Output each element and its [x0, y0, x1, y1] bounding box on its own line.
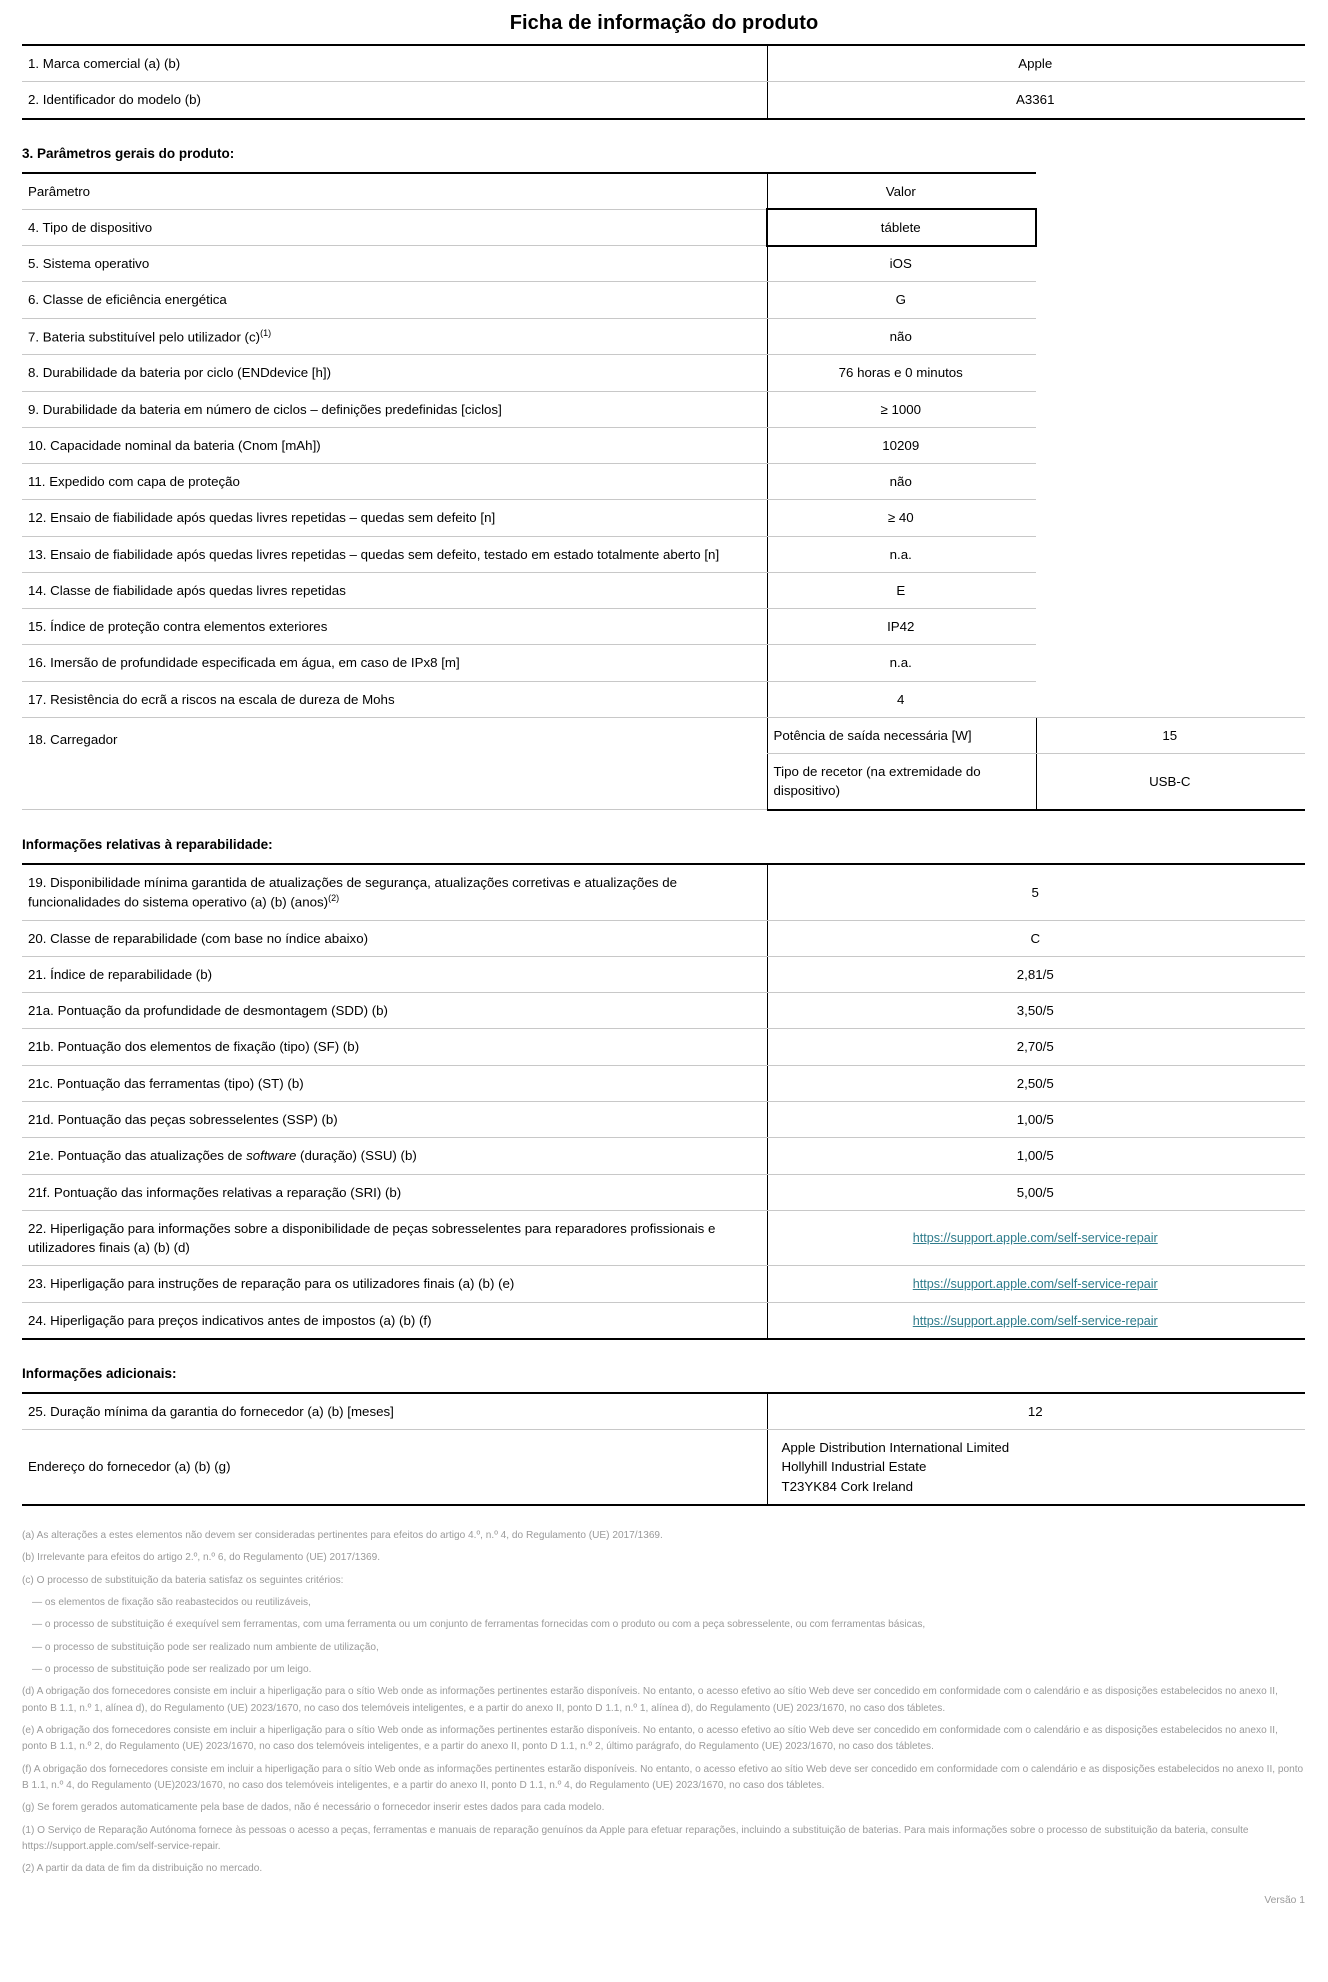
address-line: T23YK84 Cork Ireland — [781, 1478, 914, 1494]
table-row — [22, 45, 1305, 82]
table-row — [22, 920, 1305, 956]
additional-information-heading: Informações adicionais: — [22, 1365, 177, 1381]
row-value: iOS — [767, 246, 1036, 282]
footnote-b: (b) Irrelevante para efeitos do artigo 2.º, n.º 6, do Regulamento (UE) 2017/1369. — [22, 1552, 381, 1564]
row-label: 21c. Pontuação das ferramentas (tipo) (ST) (b) — [22, 1065, 767, 1101]
repair-instructions-link[interactable]: https://support.apple.com/self-service-repair — [912, 1277, 1158, 1292]
table-row-charger — [22, 717, 1305, 753]
row-value: 2,70/5 — [767, 1029, 1305, 1065]
table-row — [22, 500, 1305, 536]
row-value: 1,00/5 — [767, 1138, 1305, 1174]
table-row — [22, 427, 1305, 463]
row-label: 4. Tipo de dispositivo — [22, 209, 767, 245]
footnote-c-item: — o processo de substituição pode ser realizado por um leigo. — [32, 1664, 312, 1675]
row-label-pre: 21e. Pontuação das atualizações de — [28, 1148, 247, 1164]
footnote-1: (1) O Serviço de Reparação Autónoma fornece às pessoas o acesso a peças, ferramentas e manuais de reparação genuínos da Apple para efetuar reparações, incluindo a substituição de baterias. Para mais informações sobre o processo de substituição da bateria, consulte https://support.apple.com/self-service-repair. — [22, 1824, 1249, 1853]
table-row — [22, 1302, 1305, 1339]
table-row — [22, 536, 1305, 572]
row-value — [767, 1302, 1305, 1339]
row-label: 24. Hiperligação para preços indicativos antes de impostos (a) (b) (f) — [22, 1302, 767, 1339]
warranty-value: 12 — [767, 1393, 1305, 1430]
table-header-row — [22, 173, 1305, 210]
footnote-c: (c) O processo de substituição da bateria satisfaz os seguintes critérios: — [22, 1574, 344, 1586]
table-row — [22, 464, 1305, 500]
footnote-e: (e) A obrigação dos fornecedores consiste em incluir a hiperligação para o sítio Web onde as informações pertinentes estarão disponíveis. No entanto, o acesso efetivo ao sítio Web deve ser concedido em conformidade com o calendário e as disposições estabelecidos no anexo II, ponto B 1.1, n.º 2, do Regulamento (UE) 2023/1670, no caso dos telemóveis inteligentes, e a partir do anexo II, ponto D 1.1, n.º 2, último parágrafo, do Regulamento (UE) 2023/1670, no caso dos tábletes. — [22, 1725, 1278, 1753]
row-label: 6. Classe de eficiência energética — [22, 282, 767, 318]
row-label — [22, 318, 767, 355]
footnote-d: (d) A obrigação dos fornecedores consiste em incluir a hiperligação para o sítio Web onde as informações pertinentes estarão disponíveis. No entanto, o acesso efetivo ao sítio Web deve ser concedido em conformidade com o calendário e as disposições estabelecidos no anexo II, ponto B 1.1, n.º 1, alínea d), do Regulamento (UE) 2023/1670, no caso dos telemóveis inteligentes, e a partir do anexo II, ponto D 1.1, n.º 1, alínea d), do Regulamento (UE) 2023/1670, no caso dos tábletes. — [22, 1686, 1278, 1714]
column-header-parameter: Parâmetro — [22, 173, 767, 210]
warranty-label: 25. Duração mínima da garantia do fornecedor (a) (b) [meses] — [22, 1393, 767, 1430]
additional-information-table — [22, 1392, 1305, 1506]
charger-sub-value: 15 — [1036, 717, 1305, 753]
charger-sub-value: USB-C — [1036, 754, 1305, 810]
supplier-address-value — [767, 1430, 1305, 1505]
footnote-f: (f) A obrigação dos fornecedores consiste em incluir a hiperligação para o sítio Web onde as informações pertinentes estarão disponíveis. No entanto, o acesso efetivo ao sítio Web deve ser concedido em conformidade com o calendário e as disposições estabelecidos no anexo II, ponto B 1.1, n.º 4, do Regulamento (UE)2023/1670, no caso dos telemóveis inteligentes, e a partir do anexo II, ponto D 1.1, n.º 4, do Regulamento (UE) 2023/1670, no caso dos tábletes. — [22, 1763, 1304, 1792]
general-parameters-body — [22, 173, 1305, 810]
row-value: n.a. — [767, 645, 1036, 681]
table-row — [22, 864, 1305, 920]
row-value: 5 — [767, 864, 1305, 920]
additional-information-body — [22, 1393, 1305, 1505]
row-label: 17. Resistência do ecrã a riscos na escala de dureza de Mohs — [22, 681, 767, 717]
version-label: Versão 1 — [1264, 1894, 1305, 1906]
table-row — [22, 209, 1305, 245]
table-row — [22, 993, 1305, 1029]
row-label: 22. Hiperligação para informações sobre a disponibilidade de peças sobresselentes para reparadores profissionais e utilizadores finais (a) (b) (d) — [22, 1210, 767, 1266]
row-label: 5. Sistema operativo — [22, 246, 767, 282]
table-row — [22, 645, 1305, 681]
footnote-marker: (2) — [328, 893, 340, 903]
footnote-c-item: — o processo de substituição é exequível sem ferramentas, com uma ferramenta ou um conjunto de ferramentas fornecidas com o produto ou com a peça sobresselente, ou com ferramentas básicas, — [32, 1619, 926, 1631]
identification-table — [22, 44, 1305, 120]
row-value: G — [767, 282, 1036, 318]
repairability-table — [22, 863, 1305, 1340]
row-value: ≥ 40 — [767, 500, 1036, 536]
general-parameters-table — [22, 172, 1305, 811]
table-row — [22, 681, 1305, 717]
row-label: 1. Marca comercial (a) (b) — [22, 45, 767, 82]
row-value: n.a. — [767, 536, 1036, 572]
footnote-g: (g) Se forem gerados automaticamente pela base de dados, não é necessário o fornecedor inserir estes dados para cada modelo. — [22, 1802, 605, 1814]
table-row — [22, 1210, 1305, 1266]
row-label: 21a. Pontuação da profundidade de desmontagem (SDD) (b) — [22, 993, 767, 1029]
row-label: 21f. Pontuação das informações relativas a reparação (SRI) (b) — [22, 1174, 767, 1210]
row-value: 4 — [767, 681, 1036, 717]
table-row — [22, 318, 1305, 355]
supplier-address-label: Endereço do fornecedor (a) (b) (g) — [22, 1430, 767, 1505]
row-label-post: (duração) (SSU) (b) — [296, 1148, 417, 1164]
row-value: 5,00/5 — [767, 1174, 1305, 1210]
row-value: 2,81/5 — [767, 956, 1305, 992]
row-value — [767, 1266, 1305, 1302]
footnote-a: (a) As alterações a estes elementos não devem ser consideradas pertinentes para efeitos do artigo 4.º, n.º 4, do Regulamento (UE) 2017/1369. — [22, 1529, 663, 1541]
table-row — [22, 956, 1305, 992]
row-value: não — [767, 318, 1036, 355]
repairability-heading: Informações relativas à reparabilidade: — [22, 836, 273, 852]
spare-parts-link[interactable]: https://support.apple.com/self-service-repair — [912, 1231, 1158, 1246]
row-value: E — [767, 572, 1036, 608]
footnote-c-item: — o processo de substituição pode ser realizado num ambiente de utilização, — [32, 1641, 379, 1653]
table-row — [22, 1174, 1305, 1210]
row-label-text: 19. Disponibilidade mínima garantida de atualizações de segurança, atualizações corretivas e atualizações de funcionalidades do sistema operativo (a) (b) (anos) — [28, 874, 677, 910]
row-value — [767, 1210, 1305, 1266]
row-label: 16. Imersão de profundidade especificada em água, em caso de IPx8 [m] — [22, 645, 767, 681]
table-row — [22, 282, 1305, 318]
row-label: 14. Classe de fiabilidade após quedas livres repetidas — [22, 572, 767, 608]
row-label — [22, 1138, 767, 1174]
footnote-c-item: — os elementos de fixação são reabastecidos ou reutilizáveis, — [32, 1596, 311, 1608]
address-line: Apple Distribution International Limited — [781, 1440, 1010, 1456]
row-label: 21d. Pontuação das peças sobresselentes (SSP) (b) — [22, 1102, 767, 1138]
charger-sub-label: Tipo de recetor (na extremidade do dispositivo) — [767, 754, 1036, 810]
row-label: 11. Expedido com capa de proteção — [22, 464, 767, 500]
row-value: A3361 — [767, 82, 1305, 119]
table-row — [22, 82, 1305, 119]
table-row — [22, 1029, 1305, 1065]
row-value: 10209 — [767, 427, 1036, 463]
table-row — [22, 609, 1305, 645]
row-label: 20. Classe de reparabilidade (com base no índice abaixo) — [22, 920, 767, 956]
row-label: 2. Identificador do modelo (b) — [22, 82, 767, 119]
charger-sub-label: Potência de saída necessária [W] — [767, 717, 1036, 753]
table-row — [22, 572, 1305, 608]
row-label: 8. Durabilidade da bateria por ciclo (ENDdevice [h]) — [22, 355, 767, 391]
row-label: 12. Ensaio de fiabilidade após quedas livres repetidas – quedas sem defeito [n] — [22, 500, 767, 536]
row-label: 9. Durabilidade da bateria em número de ciclos – definições predefinidas [ciclos] — [22, 391, 767, 427]
column-header-value: Valor — [767, 173, 1036, 210]
footnote-2: (2) A partir da data de fim da distribuição no mercado. — [22, 1863, 263, 1875]
table-row — [22, 1065, 1305, 1101]
table-row — [22, 391, 1305, 427]
indicative-prices-link[interactable]: https://support.apple.com/self-service-repair — [912, 1313, 1158, 1328]
table-row — [22, 246, 1305, 282]
row-value: Apple — [767, 45, 1305, 82]
row-value: ≥ 1000 — [767, 391, 1036, 427]
row-value: 3,50/5 — [767, 993, 1305, 1029]
row-label-text: 7. Bateria substituível pelo utilizador (c) — [28, 329, 261, 345]
table-row — [22, 1138, 1305, 1174]
row-label: 15. Índice de proteção contra elementos exteriores — [22, 609, 767, 645]
row-label — [22, 864, 767, 920]
row-label: 21. Índice de reparabilidade (b) — [22, 956, 767, 992]
table-row — [22, 1266, 1305, 1302]
row-label: 23. Hiperligação para instruções de reparação para os utilizadores finais (a) (b) (e) — [22, 1266, 767, 1302]
footnote-marker: (1) — [260, 327, 272, 338]
table-row — [22, 1393, 1305, 1430]
row-value: 1,00/5 — [767, 1102, 1305, 1138]
charger-label: 18. Carregador — [22, 717, 767, 809]
page-title: Ficha de informação do produto — [509, 12, 819, 34]
row-label: 10. Capacidade nominal da bateria (Cnom [mAh]) — [22, 427, 767, 463]
table-row — [22, 1102, 1305, 1138]
repairability-body — [22, 864, 1305, 1339]
row-label-italic: software — [246, 1148, 297, 1164]
table-row — [22, 355, 1305, 391]
row-label: 21b. Pontuação dos elementos de fixação (tipo) (SF) (b) — [22, 1029, 767, 1065]
row-value: IP42 — [767, 609, 1036, 645]
row-label: 13. Ensaio de fiabilidade após quedas livres repetidas – quedas sem defeito, testado em estado totalmente aberto [n] — [22, 536, 767, 572]
table-row-supplier-address — [22, 1430, 1305, 1505]
row-value: C — [767, 920, 1305, 956]
general-parameters-heading: 3. Parâmetros gerais do produto: — [22, 145, 235, 161]
row-value: 76 horas e 0 minutos — [767, 355, 1036, 391]
device-type-value: táblete — [767, 209, 1036, 245]
row-value: 2,50/5 — [767, 1065, 1305, 1101]
identification-table-body — [22, 45, 1305, 119]
address-line: Hollyhill Industrial Estate — [781, 1459, 927, 1475]
row-value: não — [767, 464, 1036, 500]
footnotes — [22, 1528, 1305, 1878]
